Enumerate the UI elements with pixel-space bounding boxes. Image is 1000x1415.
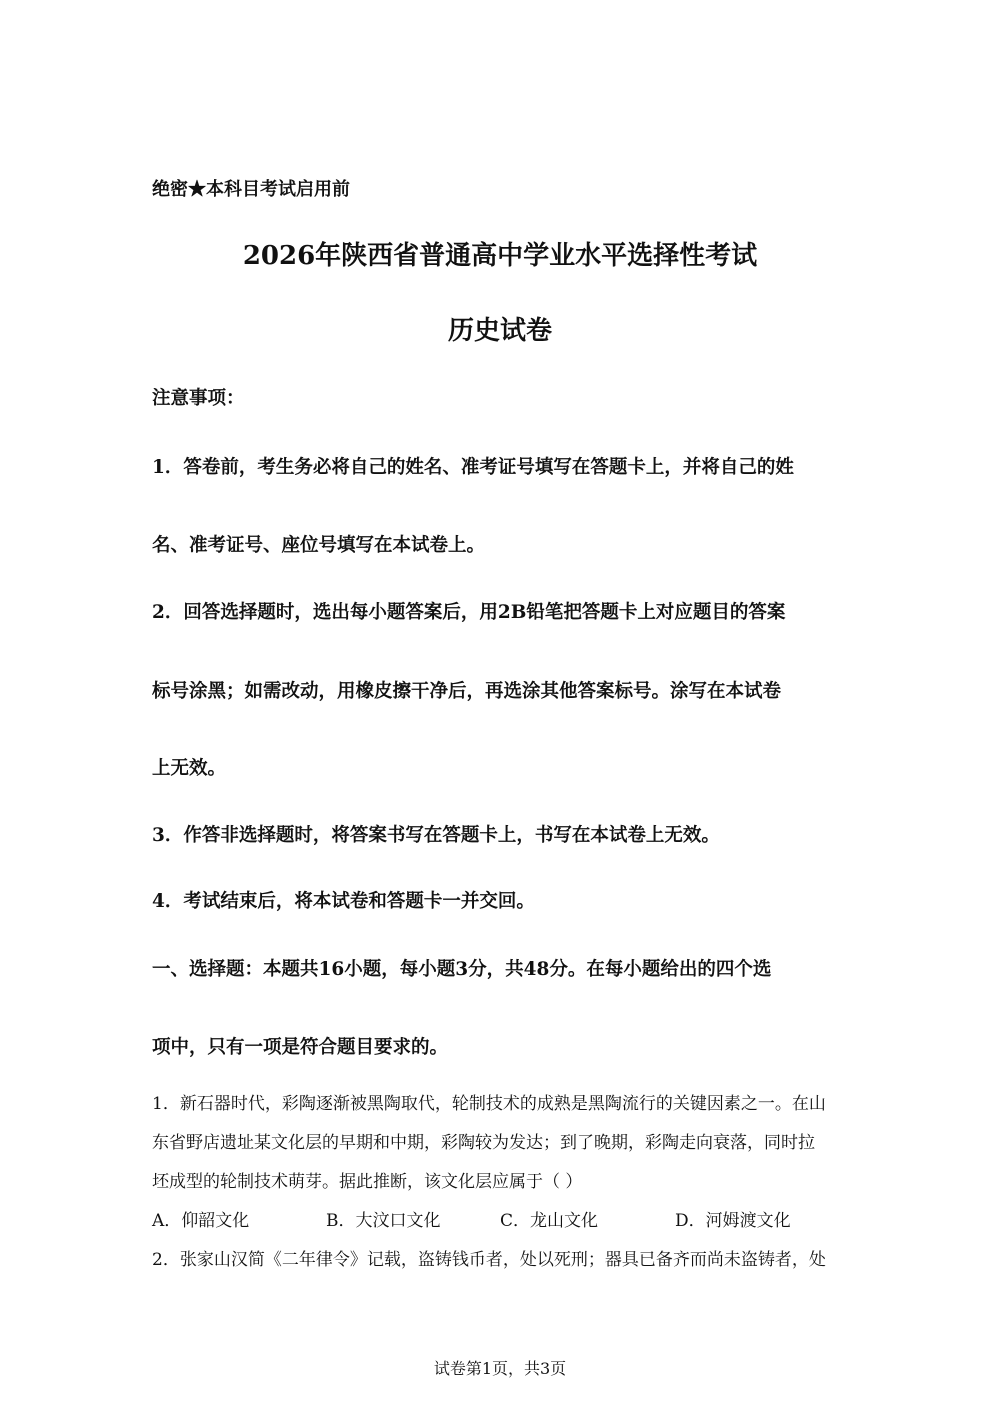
notice-line: 1．答卷前，考生务必将自己的姓名、准考证号填写在答题卡上，并将自己的姓 bbox=[152, 457, 794, 478]
notice-line: 4．考试结束后，将本试卷和答题卡一并交回。 bbox=[152, 891, 535, 912]
question-2-line: 2．张家山汉简《二年律令》记载，盗铸钱币者，处以死刑；器具已备齐而尚未盗铸者，处 bbox=[152, 1250, 826, 1270]
question-1-line: 1．新石器时代，彩陶逐渐被黑陶取代，轮制技术的成熟是黑陶流行的关键因素之一。在山 bbox=[152, 1094, 826, 1114]
notice-line: 标号涂黑；如需改动，用橡皮擦干净后，再选涂其他答案标号。涂写在本试卷 bbox=[152, 681, 782, 702]
section-heading-cont: 项中，只有一项是符合题目要求的。 bbox=[152, 1037, 449, 1058]
question-1-line: 东省野店遗址某文化层的早期和中期，彩陶较为发达；到了晚期，彩陶走向衰落，同时拉 bbox=[152, 1133, 815, 1153]
exam-title: 2026年陕西省普通高中学业水平选择性考试 bbox=[242, 241, 758, 271]
notice-line: 2．回答选择题时，选出每小题答案后，用2B铅笔把答题卡上对应题目的答案 bbox=[152, 602, 786, 623]
option-b: B．大汶口文化 bbox=[326, 1211, 441, 1231]
notice-line: 上无效。 bbox=[152, 758, 227, 779]
confidential-mark: 绝密★本科目考试启用前 bbox=[152, 179, 350, 200]
notice-heading: 注意事项： bbox=[152, 388, 245, 409]
subject-title: 历史试卷 bbox=[447, 316, 552, 346]
option-c: C．龙山文化 bbox=[500, 1211, 599, 1231]
section-heading: 一、选择题：本题共16小题，每小题3分，共48分。在每小题给出的四个选 bbox=[152, 959, 772, 980]
option-a: A．仰韶文化 bbox=[152, 1211, 250, 1231]
page-footer: 试卷第1页，共3页 bbox=[433, 1359, 567, 1378]
notice-line: 3．作答非选择题时，将答案书写在答题卡上，书写在本试卷上无效。 bbox=[152, 825, 720, 846]
option-d: D．河姆渡文化 bbox=[675, 1211, 791, 1231]
question-1-line: 坯成型的轮制技术萌芽。据此推断，该文化层应属于（ ） bbox=[152, 1172, 583, 1192]
notice-line: 名、准考证号、座位号填写在本试卷上。 bbox=[152, 535, 486, 556]
